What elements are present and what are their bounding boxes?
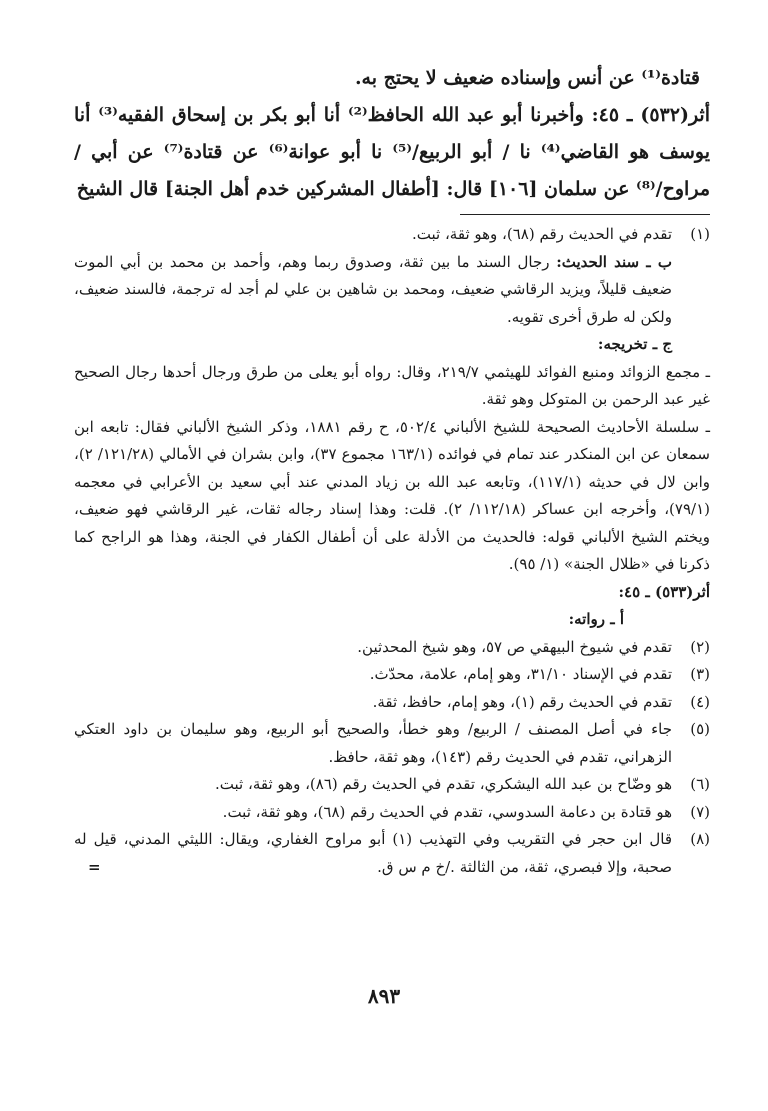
footnote-5	[74, 716, 710, 771]
footnotes	[74, 221, 710, 881]
footnote-text: قال ابن حجر في التقريب وفي التهذيب (١) أبو مراوح الغفاري، ويقال: الليثي المدني، قيل له صحبة، وإلا فبصري، ثقة، من الثالثة ./خ م س ق.	[74, 830, 673, 876]
footnote-number: (٨)	[690, 830, 710, 848]
footnote-number: (١)	[690, 225, 710, 243]
takhrij-majma: ـ مجمع الزوائد ومنبع الفوائد للهيثمي ٢١٩/٧، وقال: رواه أبو يعلى من طرق ورجال أحدها رجال الصحيح غير عبد الرحمن بن المتوكل وهو ثقة.	[74, 362, 710, 408]
footnote-text: هو وضّاح بن عبد الله اليشكري، تقدم في الحديث رقم (٨٦)، وهو ثقة، ثبت.	[215, 775, 672, 793]
book-page	[74, 60, 710, 1081]
footnote-number: (٣)	[690, 665, 710, 683]
footnote-7	[74, 799, 710, 827]
page-number: ٨٩٣	[367, 984, 401, 1008]
footnote-number: (٥)	[690, 720, 710, 738]
footnote-2	[74, 634, 710, 662]
athar-533-label: أثر(٥٣٣) ـ ٤٥:	[618, 582, 710, 601]
footnote-8	[74, 826, 710, 881]
footnote-text: تقدم في الحديث رقم (١)، وهو إمام، حافظ، ثقة.	[372, 692, 672, 711]
continuation-mark: =	[88, 858, 101, 876]
takhrij-silsila: ـ سلسلة الأحاديث الصحيحة للشيخ الألباني ٥٠٢/٤، ح رقم ١٨٨١، وذكر الشيخ الألباني فقال: تابعه ابن سمعان عن ابن المنكدر عند تمام في فوائده (١٦٣/١ مجموع ٣٧)، وابن بشران في الأمالي (١٢١/٢٨/ ٢)، وابن لال في حديثه (١١٧/١)، وتابعه عبد الله بن زياد المدني عند أبي سعيد بن الأعرابي في معجمه (٧٩/١)، وأخرجه ابن عساكر (١١٢/١٨/ ٢). قلت: وهذا إسناد رجاله ثقات، غير الرقاشي فهو ضعيف، ويختم الشيخ الألباني قوله: فالحديث من الأدلة على أن أطفال الكفار في الجنة، وهذا هو الراجح كما ذكرنا في «ظلال الجنة» (١/ ٩٥).	[74, 417, 711, 573]
footnote-number: (٤)	[690, 692, 710, 711]
footnote-number: (٢)	[690, 637, 710, 656]
takhrij-label: ج ـ تخريجه:	[597, 335, 672, 353]
footnote-text: هو قتادة بن دعامة السدوسي، تقدم في الحديث رقم (٦٨)، وهو ثقة، ثبت.	[222, 802, 672, 821]
footnote-text: تقدم في الحديث رقم (٦٨)، وهو ثقة، ثبت.	[412, 225, 672, 243]
footnote-4	[74, 689, 710, 717]
footnote-text: تقدم في الإسناد ٣١/١٠، وهو إمام، علامة، محدّث.	[369, 665, 672, 683]
footnote-6	[74, 771, 710, 799]
sanad-label: ب ـ سند الحديث:	[556, 252, 672, 271]
athar-532-paragraph: أثر(٥٣٢) ـ ٤٥: وأخبرنا أبو عبد الله الحافظ⁽²⁾ أنا أبو بكر بن إسحاق الفقيه⁽³⁾ أنا يوسف هو القاضي⁽⁴⁾ نا / أبو الربيع/⁽⁵⁾ نا أبو عوانة⁽⁶⁾ عن قتادة⁽⁷⁾ عن أبي / مراوح/⁽⁸⁾ عن سلمان [١٠٦] قال: [أطفال المشركين خدم أهل الجنة] قال الشيخ	[74, 104, 710, 200]
main-line-1: قتادة⁽¹⁾ عن أنس وإسناده ضعيف لا يحتج به.	[354, 67, 700, 89]
footnote-text: جاء في أصل المصنف / الربيع/ وهو خطأ، والصحيح أبو الربيع، وهو سليمان بن داود العتكي الزهراني، تقدم في الحديث رقم (١٤٣)، وهو ثقة، حافظ.	[74, 720, 672, 766]
footnote-number: (٦)	[690, 775, 710, 793]
footnote-3	[74, 661, 710, 689]
ruwat-label: أ ـ رواته:	[568, 610, 624, 628]
footnote-number: (٧)	[690, 802, 710, 821]
footnote-1	[74, 221, 710, 249]
footnote-text: تقدم في شيوخ البيهقي ص ٥٧، وهو شيخ المحدثين.	[357, 637, 672, 656]
main-text	[74, 60, 710, 208]
sanad-text: رجال السند ما بين ثقة، وصدوق ربما وهم، وأحمد بن محمد بن أبي الموت ضعيف قليلاً، ويزيد الرقاشي ضعيف، ومحمد بن شاهين بن علي لم أجد له ترجمة، فالسند ضعيف، ولكن له طرق أخرى تقويه.	[74, 252, 672, 326]
sanad-paragraph	[74, 249, 710, 332]
footnote-separator	[460, 214, 710, 215]
